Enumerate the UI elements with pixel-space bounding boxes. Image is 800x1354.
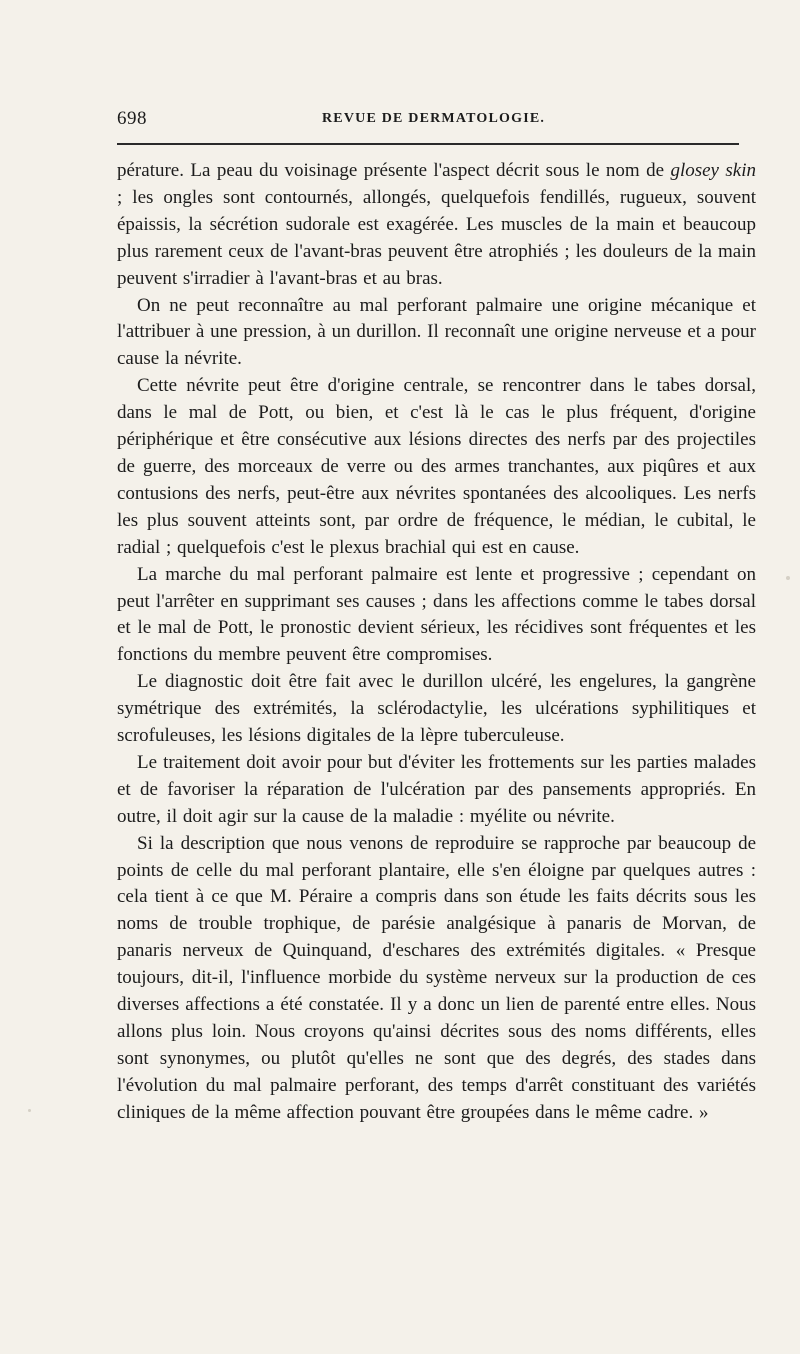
paragraph-4: La marche du mal perforant palmaire est lente et progressive ; cependant on peut l'arrêter en supprimant ses causes ; dans les affections comme le tabes dorsal et le mal de Pott, le pronostic devient sérieux, les récidives sont fréquentes et les fonctions du membre peuvent être compromises.: [117, 563, 756, 666]
paragraph-5: Le diagnostic doit être fait avec le durillon ulcéré, les engelures, la gangrène symétrique des extrémités, la sclérodactylie, les ulcérations syphilitiques et scrofuleuses, les lésions digitales de la lèpre tuberculeuse.: [117, 671, 756, 747]
paragraph-2: On ne peut reconnaître au mal perforant palmaire une origine mécanique et l'attribuer à une pression, à un durillon. Il reconnaît une origine nerveuse et a pour cause la névrite.: [117, 294, 756, 370]
paragraph-7: Si la description que nous venons de reproduire se rapproche par beaucoup de points de celle du mal perforant plantaire, elle s'en éloigne par quelques autres : cela tient à ce que M. Péraire a compris dans son étude les faits décrits sous les noms de trouble trophique, de parésie analgésique à panaris de Morvan, de panaris nerveux de Quinquand, d'eschares des extrémités digitales. « Presque toujours, dit-il, l'influence morbide du système nerveux sur la production de ces diverses affections a été constatée. Il y a donc un lien de parenté entre elles. Nous allons plus loin. Nous croyons qu'ainsi décrites sous des noms différents, elles sont synonymes, ou plutôt qu'elles ne sont que des degrés, des stades dans l'évolution du mal palmaire perforant, des temps d'arrêt constituant des variétés cliniques de la même affection pouvant être groupées dans le même cadre. »: [117, 832, 756, 1123]
paragraph-3: Cette névrite peut être d'origine centrale, se rencontrer dans le tabes dorsal, dans le mal de Pott, ou bien, et c'est là le cas le plus fréquent, d'origine périphérique et être consécutive aux lésions directes des nerfs par des projectiles de guerre, des morceaux de verre ou des armes tranchantes, aux piqûres et aux contusions des nerfs, peut-être aux névrites spontanées des alcooliques. Les nerfs les plus souvent atteints sont, par ordre de fréquence, le médian, le cubital, le radial ; quelquefois c'est le plexus brachial qui est en cause.: [117, 375, 756, 558]
paper-speck: [28, 1109, 31, 1112]
paragraph-1-tail: ; les ongles sont contournés, allongés, quelquefois fendillés, rugueux, souvent épaissis, la sécrétion sudorale est exagérée. Les muscles de la main et beaucoup plus rarement ceux de l'avant-bras peuvent être atrophiés ; les douleurs de la main peuvent s'irradier à l'avant-bras et au bras.: [117, 186, 756, 289]
header-rule: [117, 143, 739, 145]
paragraph-1-italic-term: glosey skin: [670, 160, 756, 181]
page-number: 698: [117, 108, 147, 129]
article-body: [117, 158, 756, 1127]
paragraph-6: Le traitement doit avoir pour but d'éviter les frottements sur les parties malades et de favoriser la réparation de l'ulcération par des pansements appropriés. En outre, il doit agir sur la cause de la maladie : myélite ou névrite.: [117, 751, 756, 827]
running-title: REVUE DE DERMATOLOGIE.: [322, 111, 546, 126]
paper-speck: [786, 576, 790, 580]
paragraph-1-lead: pérature. La peau du voisinage présente l'aspect décrit sous le nom de: [117, 160, 671, 181]
paragraph-1: [117, 158, 756, 293]
page-header: [117, 108, 739, 132]
